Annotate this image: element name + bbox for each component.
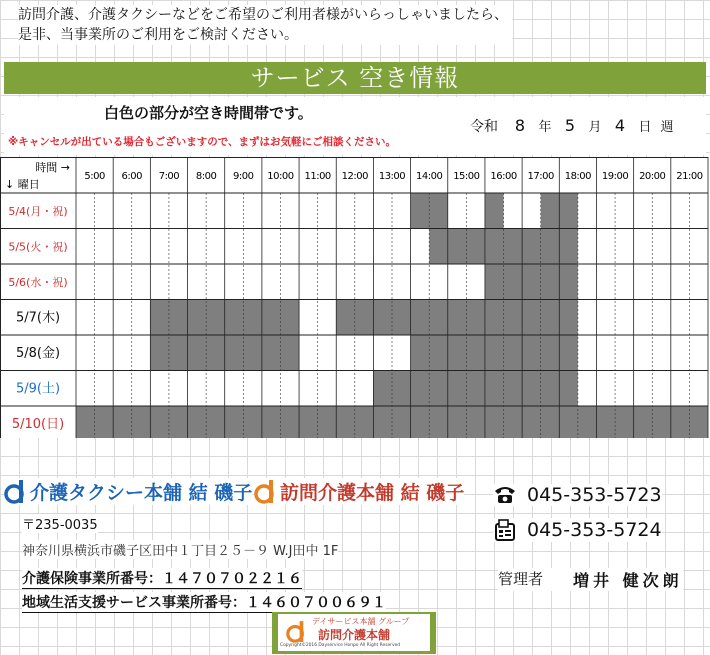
- busy-block: [373, 371, 577, 407]
- hour-label: 8:00: [195, 171, 217, 182]
- care-insurance-license: 介護保険事業所番号：１４７０７０２２１６: [22, 568, 302, 589]
- day-row-label: 5/9(土): [15, 381, 61, 397]
- day-row-label: 5/5(火・祝): [8, 240, 68, 254]
- hour-label: 7:00: [158, 171, 180, 182]
- intro-line-1: 訪問介護、介護タクシーなどをご希望のご利用者様がいらっしゃいましたら、: [18, 7, 508, 23]
- hour-label: 9:00: [233, 171, 254, 182]
- busy-block: [485, 264, 578, 300]
- year-unit: 年: [538, 120, 552, 135]
- manager-name: 増井 健次朗: [573, 571, 683, 590]
- schedule-table: [0, 157, 710, 438]
- day-row-label: 5/8(金): [15, 345, 61, 361]
- copyright-text: Copyright©2016 Dayservice Honpo All Right Reserved: [280, 643, 401, 648]
- fax-value: 045-353-5724: [527, 519, 662, 541]
- visit-care-logo: [254, 478, 464, 505]
- busy-block: [411, 335, 578, 371]
- taxi-d-logo-icon: [4, 479, 26, 505]
- day-row-label: 5/6(水・祝): [8, 275, 68, 289]
- day-row-label: 5/7(木): [15, 310, 61, 326]
- year-value: 8: [514, 116, 526, 135]
- day-value: 4: [614, 116, 626, 135]
- era-label: 令和: [470, 119, 498, 135]
- hour-label: 15:00: [453, 171, 480, 182]
- intro-text: [18, 5, 512, 45]
- week-date: [470, 116, 678, 136]
- intro-line-2: 是非、当事業所のご利用をご検討ください。: [18, 27, 298, 43]
- busy-block: [336, 300, 578, 336]
- fax-number: [493, 518, 662, 542]
- community-support-license: 地域生活支援サービス事業所番号：１４６０７００６９１: [22, 592, 386, 613]
- group-logo-panel: [278, 614, 430, 651]
- manager-info: [498, 568, 683, 591]
- phone-number: [493, 484, 662, 506]
- taxi-logo: [4, 478, 252, 505]
- cancel-notice: ※キャンセルが出ている場合もございますので、まずはお気軽にご相談ください。: [8, 136, 396, 148]
- availability-schedule: [0, 157, 710, 438]
- hour-label: 21:00: [676, 171, 703, 182]
- address: 神奈川県横浜市磯子区田中１丁目２５－９ W.J田中 1F: [22, 540, 338, 559]
- hour-label: 13:00: [378, 171, 406, 182]
- group-d-logo-icon: [286, 620, 306, 644]
- hour-label: 5:00: [84, 171, 105, 182]
- group-name-small: デイサービス本舗 グループ: [312, 617, 410, 626]
- hour-label: 20:00: [639, 171, 666, 182]
- visit-d-logo-icon: [254, 479, 276, 505]
- hour-label: 6:00: [121, 171, 142, 182]
- hour-label: 14:00: [416, 171, 443, 182]
- hour-label: 11:00: [304, 171, 331, 182]
- hour-label: 17:00: [527, 171, 554, 182]
- service-availability-banner: サービス 空き情報: [4, 62, 706, 94]
- header-day-label: ↓ 曜日: [5, 178, 40, 191]
- hour-label: 12:00: [341, 171, 368, 182]
- fax-icon: [493, 518, 517, 542]
- day-row-label: 5/10(日): [11, 416, 65, 432]
- phone-value: 045-353-5723: [527, 484, 662, 506]
- telephone-icon: [493, 485, 517, 505]
- group-logo-bar: [272, 612, 436, 654]
- month-value: 5: [564, 116, 576, 135]
- group-name-large: 訪問介護本舗: [318, 628, 391, 642]
- day-unit: 日: [638, 120, 652, 135]
- week-unit: 週: [660, 120, 674, 135]
- postal-code: 〒235-0035: [22, 514, 98, 533]
- visit-logo-text: 訪問介護本舗 結 磯子: [280, 482, 465, 504]
- taxi-logo-text: 介護タクシー本舗 結 磯子: [30, 482, 253, 504]
- hour-label: 19:00: [601, 171, 629, 182]
- busy-block: [485, 193, 504, 229]
- schedule-bg: [0, 157, 708, 438]
- header-time-label: 時間 →: [35, 161, 70, 174]
- month-unit: 月: [588, 120, 602, 135]
- hour-label: 18:00: [564, 171, 592, 182]
- hour-label: 10:00: [267, 171, 294, 182]
- manager-label: 管理者: [498, 570, 544, 588]
- availability-notice: 白色の部分が空き時間帯です。: [104, 104, 313, 122]
- day-row-label: 5/4(月・祝): [8, 204, 68, 218]
- hour-label: 16:00: [490, 171, 517, 182]
